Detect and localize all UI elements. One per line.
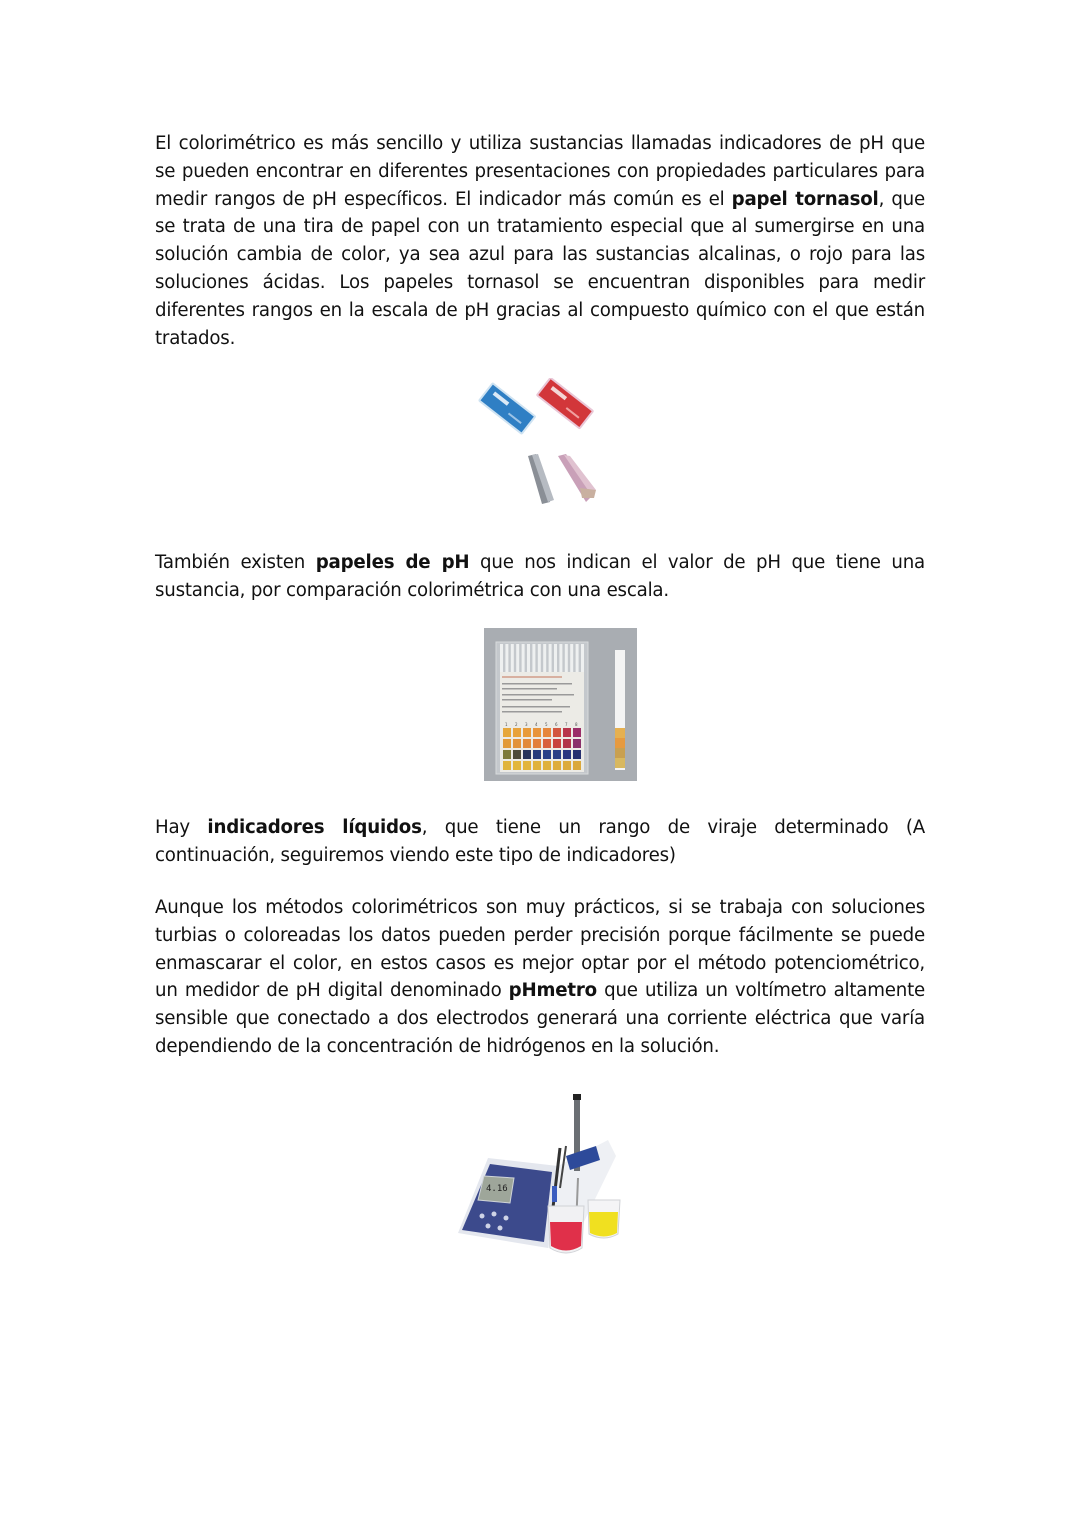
text-segment: , que se trata de una tira de papel con un tratamiento especial que al sumergirse en una solución cambia de color, ya sea azul para las sustancias alcalinas, o rojo para las soluciones ácidas. Los papeles tornasol se encuentran disponibles para medir diferentes rangos en la escala de pH gracias al compuesto químico con el que están tratados. — [155, 188, 925, 349]
paragraph-ph-papers — [155, 549, 925, 605]
litmus-paper-icon — [470, 378, 610, 508]
ph-paper-chart-image — [484, 628, 637, 781]
text-segment: Aunque los métodos colorimétricos son muy prácticos, si se trabaja con soluciones turbias o coloreadas los datos pueden perder precisión porque fácilmente se puede enmascarar el color, en estos casos es mejor optar por el método potenciométrico, un medidor de pH digital denominado — [155, 897, 925, 1002]
bold-term: papel tornasol — [731, 188, 879, 210]
svg-text:4.16: 4.16 — [486, 1184, 508, 1194]
svg-text:8: 8 — [575, 722, 578, 727]
text-segment: También existen — [155, 552, 316, 573]
svg-text:6: 6 — [555, 722, 558, 727]
paragraph-potentiometric — [155, 894, 925, 1061]
svg-text:3: 3 — [525, 722, 528, 727]
svg-text:2: 2 — [515, 722, 518, 727]
svg-text:5: 5 — [545, 722, 548, 727]
svg-text:1: 1 — [505, 722, 508, 727]
text-segment: que nos indican el valor de pH que tiene una sustancia, por comparación colorimétrica con una escala. — [155, 552, 925, 601]
text-segment: El colorimétrico es más sencillo y utiliza sustancias llamadas indicadores de pH que se pueden encontrar en diferentes presentaciones con propiedades particulares para medir rangos de pH específicos. El indicador más común es el — [155, 133, 925, 210]
bold-term: indicadores líquidos — [207, 817, 422, 838]
bold-term: pHmetro — [508, 980, 597, 1002]
bold-term: papeles de pH — [315, 552, 470, 573]
ph-color-scale-icon — [484, 628, 637, 781]
paragraph-liquid-indicators — [155, 814, 925, 870]
ph-meter-icon — [448, 1088, 638, 1258]
paragraph-colorimetric-intro — [155, 130, 925, 352]
svg-text:7: 7 — [565, 722, 568, 727]
svg-text:4: 4 — [535, 722, 538, 727]
text-segment: , que tiene un rango de viraje determinado (A continuación, seguiremos viendo este tipo de indicadores) — [155, 817, 925, 866]
ph-meter-image — [448, 1088, 638, 1258]
text-segment: Hay — [155, 817, 208, 838]
litmus-paper-image — [470, 378, 610, 508]
text-segment: que utiliza un voltímetro altamente sensible que conectado a dos electrodos generará una corriente eléctrica que varía dependiendo de la concentración de hidrógenos en la solución. — [155, 980, 925, 1057]
